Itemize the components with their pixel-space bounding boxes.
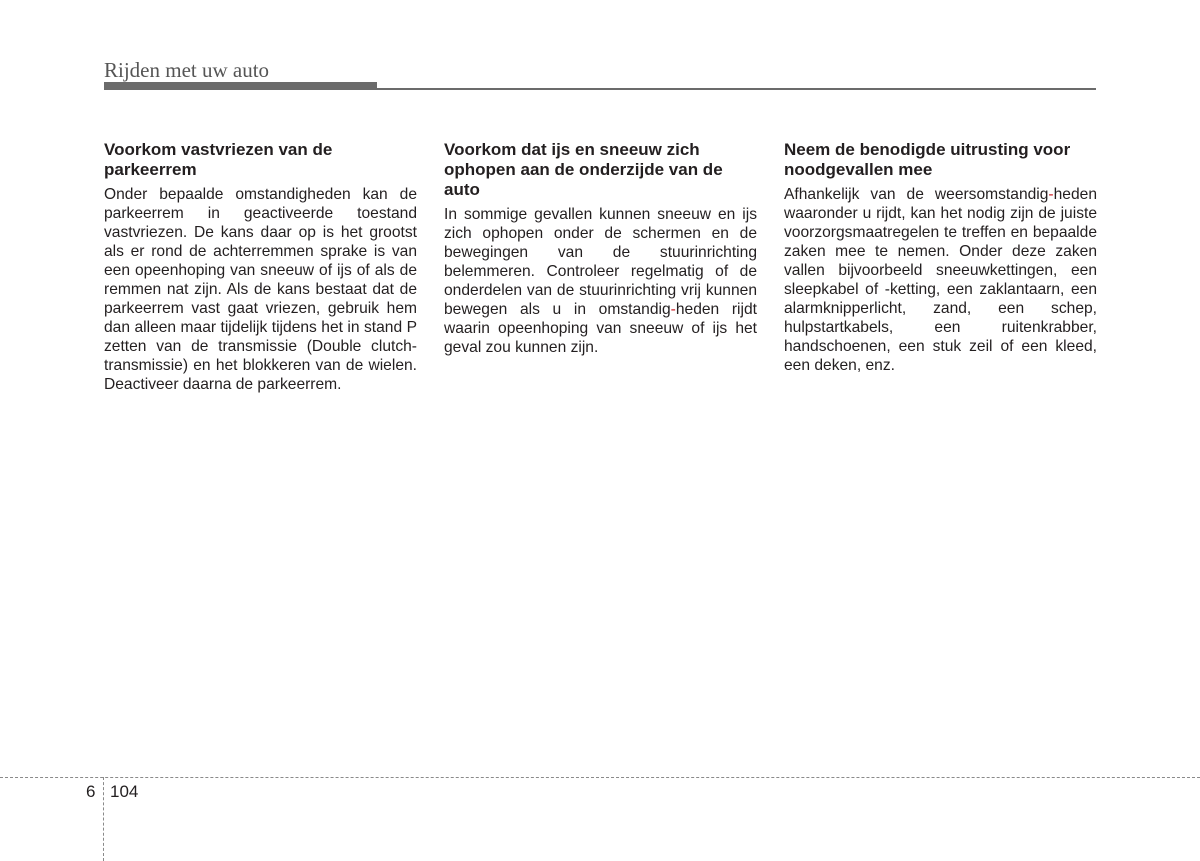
footer-dashed-rule [0, 777, 1200, 778]
header-rule-thin [377, 88, 1096, 90]
chapter-title: Rijden met uw auto [104, 58, 270, 82]
section-heading: Neem de benodigde uitrusting voor noodgevallen mee [784, 140, 1071, 179]
section-body [444, 205, 757, 357]
hyphenation-mark: - [1048, 186, 1054, 203]
section-parking-brake [104, 140, 417, 394]
body-text-part: heden waaronder u rijdt, kan het nodig zijn de juiste voorzorgsmaatregelen te treffen en bepaalde zaken mee te nemen. Onder deze zaken vallen bijvoorbeeld sneeuwkettingen, een sleepkabel of -ketting, een zaklantaarn, een alarmknipperlicht, zand, een schep, hulpstartkabels, een ruitenkrabber, handschoenen, een stuk zeil of een kleed, een deken, enz. [784, 186, 1097, 374]
hyphenation-mark: - [670, 301, 676, 318]
header-rule-thick [104, 82, 377, 90]
section-body: Onder bepaalde omstandigheden kan de parkeerrem in geactiveerde toestand vastvriezen. De kans daar op is het grootst als er rond de achterremmen sprake is van een opeenhoping van sneeuw of ijs of als de remmen nat zijn. Als de kans bestaat dat de parkeerrem vast gaat vriezen, gebruik hem dan alleen maar tijdelijk tijdens het in stand P zetten van de transmissie (Double clutch-transmissie) en het blokkeren van de wielen. Deactiveer daarna de parkeerrem. [104, 186, 417, 393]
body-text-part: heden rijdt waarin opeenhoping van sneeuw of ijs het geval zou kunnen zijn. [444, 301, 757, 356]
body-text-part: In sommige gevallen kunnen sneeuw en ijs zich ophopen onder de schermen en de bewegingen van de stuurinrichting belemmeren. Controleer regelmatig of de onderdelen van de stuurinrichting vrij kunnen bewegen als u in omstandig [444, 206, 757, 318]
chapter-number: 6 [86, 782, 96, 801]
body-text-part: Afhankelijk van de weersomstandig [784, 186, 1049, 203]
section-heading: Voorkom dat ijs en sneeuw zich ophopen aan de onderzijde van de auto [444, 140, 723, 199]
section-ice-snow-buildup [444, 140, 757, 357]
section-body [784, 185, 1097, 375]
footer-dashed-divider [103, 777, 104, 861]
page-number: 104 [110, 782, 139, 801]
section-emergency-equipment [784, 140, 1097, 375]
section-heading: Voorkom vastvriezen van de parkeerrem [104, 140, 333, 179]
